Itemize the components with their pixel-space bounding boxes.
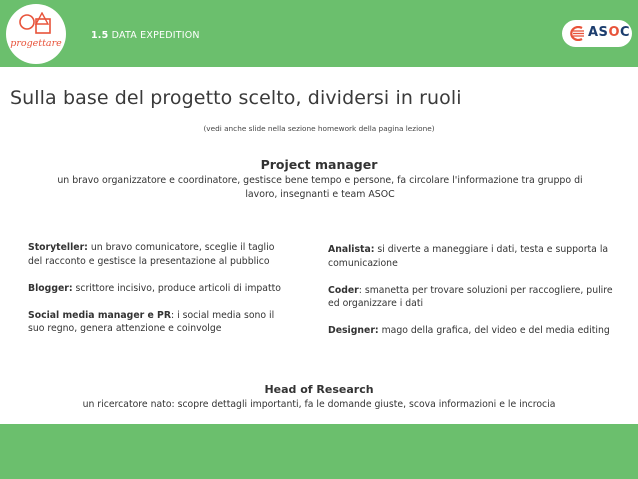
role-blogger [28,282,290,296]
role-coder [328,284,618,311]
role-desc: si diverte a maneggiare i dati, testa e supporta la comunicazione [328,244,609,269]
role-desc: mago della grafica, del video e del media editing [378,325,610,336]
role-name: Storyteller: [28,242,88,253]
progettare-logo [4,4,68,64]
section-title: DATA EXPEDITION [111,30,200,41]
asoc-c: C [620,25,631,40]
project-manager-title: Project manager [260,157,378,172]
role-desc: : smanetta per trovare soluzioni per raccogliere, pulire ed organizzare i dati [328,284,613,309]
role-name: Coder [328,284,359,296]
role-storyteller [28,241,290,268]
head-of-research-title: Head of Research [264,383,374,396]
header-bar [0,0,638,67]
head-of-research-description: un ricercatore nato: scopre dettagli importanti, fa le domande giuste, scova informazioni e le incrocia [82,399,556,410]
page-title: Sulla base del progetto scelto, dividersi in ruoli [10,87,462,109]
role-name: Blogger: [28,282,73,294]
roles-left-column [28,241,290,349]
role-designer [328,324,618,338]
roles-right-column [328,243,618,351]
footer-bar [0,424,638,479]
section-number: 1.5 [91,30,109,41]
asoc-stripes-icon [568,26,586,41]
role-analista [328,243,618,270]
role-desc: scrittore incisivo, produce articoli di impatto [72,282,281,294]
role-name: Analista: [328,244,375,255]
asoc-wordmark [588,25,630,40]
role-name: Social media manager e PR [28,309,171,321]
subtitle: (vedi anche slide nella sezione homework della pagina lezione) [203,124,435,133]
project-manager-description: un bravo organizzatore e coordinatore, gestisce bene tempo e persone, fa circolare l'informazione tra gruppo di lavoro, insegnanti e team ASOC [57,175,583,200]
role-desc: un bravo comunicatore, sceglie il taglio del racconto e gestisce la presentazione al pubblico [28,242,275,267]
asoc-o: O [608,25,620,40]
shapes-icon [18,12,56,40]
asoc-logo [562,20,632,47]
role-name: Designer: [328,325,379,336]
section-label [91,30,200,41]
asoc-as: AS [588,25,609,40]
role-social-media-manager [28,309,290,336]
role-desc: : i social media sono il suo regno, genera attenzione e coinvolge [28,309,275,334]
logo-word: progettare [10,38,62,49]
